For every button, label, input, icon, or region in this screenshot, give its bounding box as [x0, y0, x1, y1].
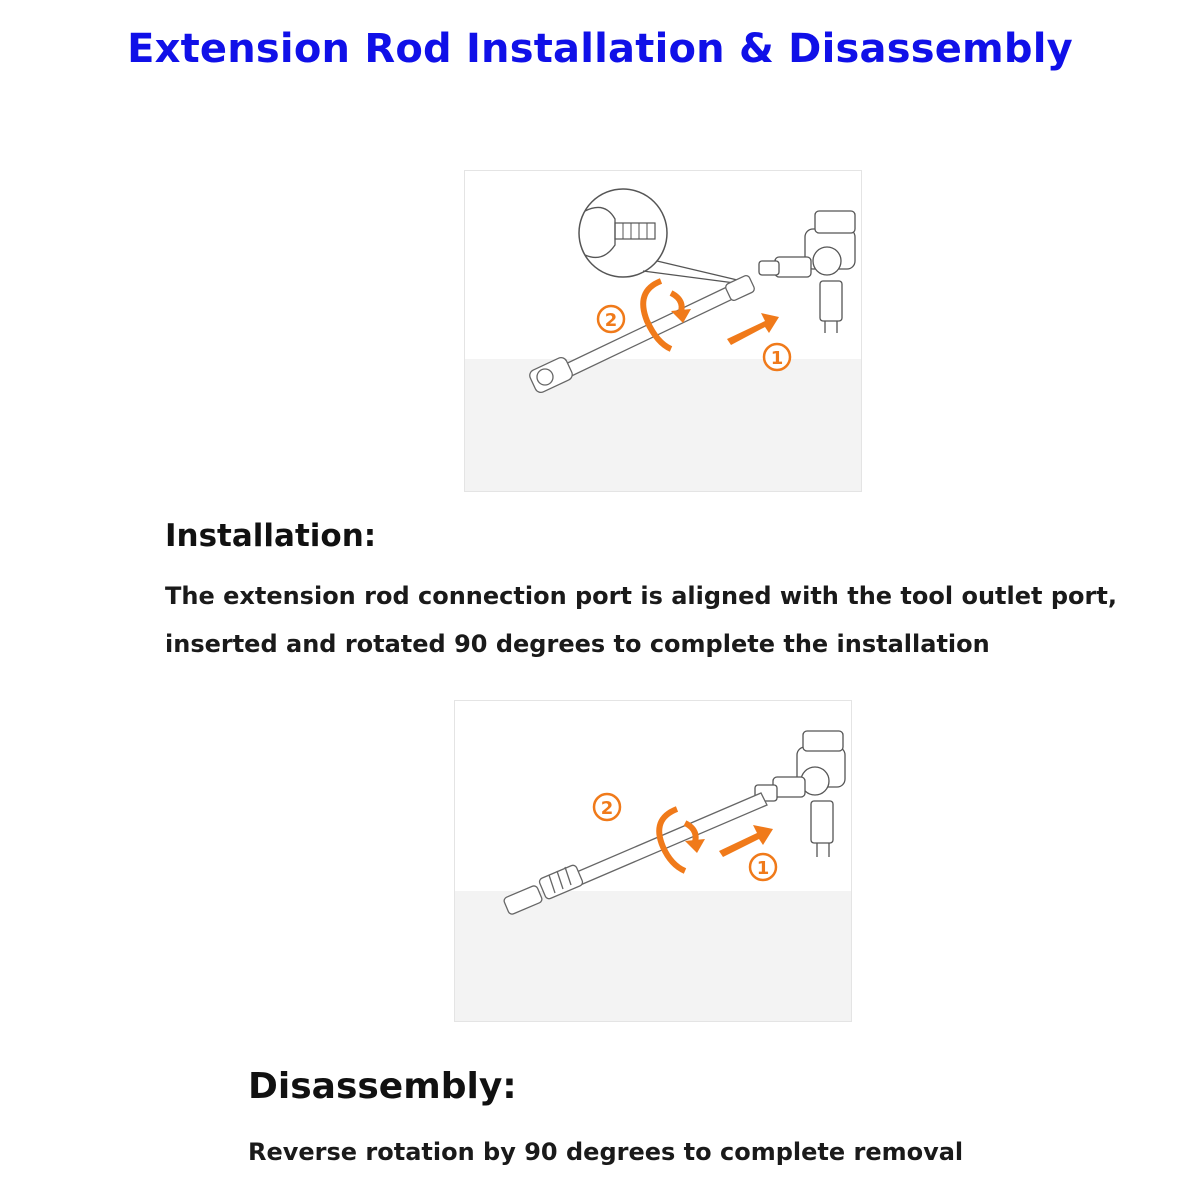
page-title: Extension Rod Installation & Disassembly	[127, 26, 1073, 72]
disassembly-illustration	[455, 701, 851, 1021]
installation-heading: Installation:	[165, 518, 377, 554]
push-arrow-icon	[727, 313, 779, 345]
step-2-marker	[598, 306, 624, 332]
installation-text-line-2: inserted and rotated 90 degrees to complete the installation	[165, 630, 990, 658]
magnifier-detail-icon	[579, 189, 750, 285]
installation-text-line-1: The extension rod connection port is aligned with the tool outlet port,	[165, 582, 1117, 610]
step-1-marker	[750, 854, 776, 880]
disassembly-heading: Disassembly:	[248, 1066, 517, 1107]
tool-body-icon	[755, 731, 845, 857]
disassembly-text: Reverse rotation by 90 degrees to complete removal	[248, 1138, 964, 1166]
disassembly-figure	[454, 700, 852, 1022]
step-2-label: 2	[604, 310, 618, 331]
step-1-label: 1	[756, 858, 770, 879]
push-arrow-icon	[719, 825, 773, 857]
installation-text	[165, 572, 1175, 668]
step-2-marker	[594, 794, 620, 820]
extension-rod-icon	[528, 274, 756, 394]
tool-body-icon	[759, 211, 855, 333]
installation-figure	[464, 170, 862, 492]
step-2-label: 2	[600, 798, 614, 819]
step-1-label: 1	[770, 348, 784, 369]
step-1-marker	[764, 344, 790, 370]
installation-illustration	[465, 171, 861, 491]
